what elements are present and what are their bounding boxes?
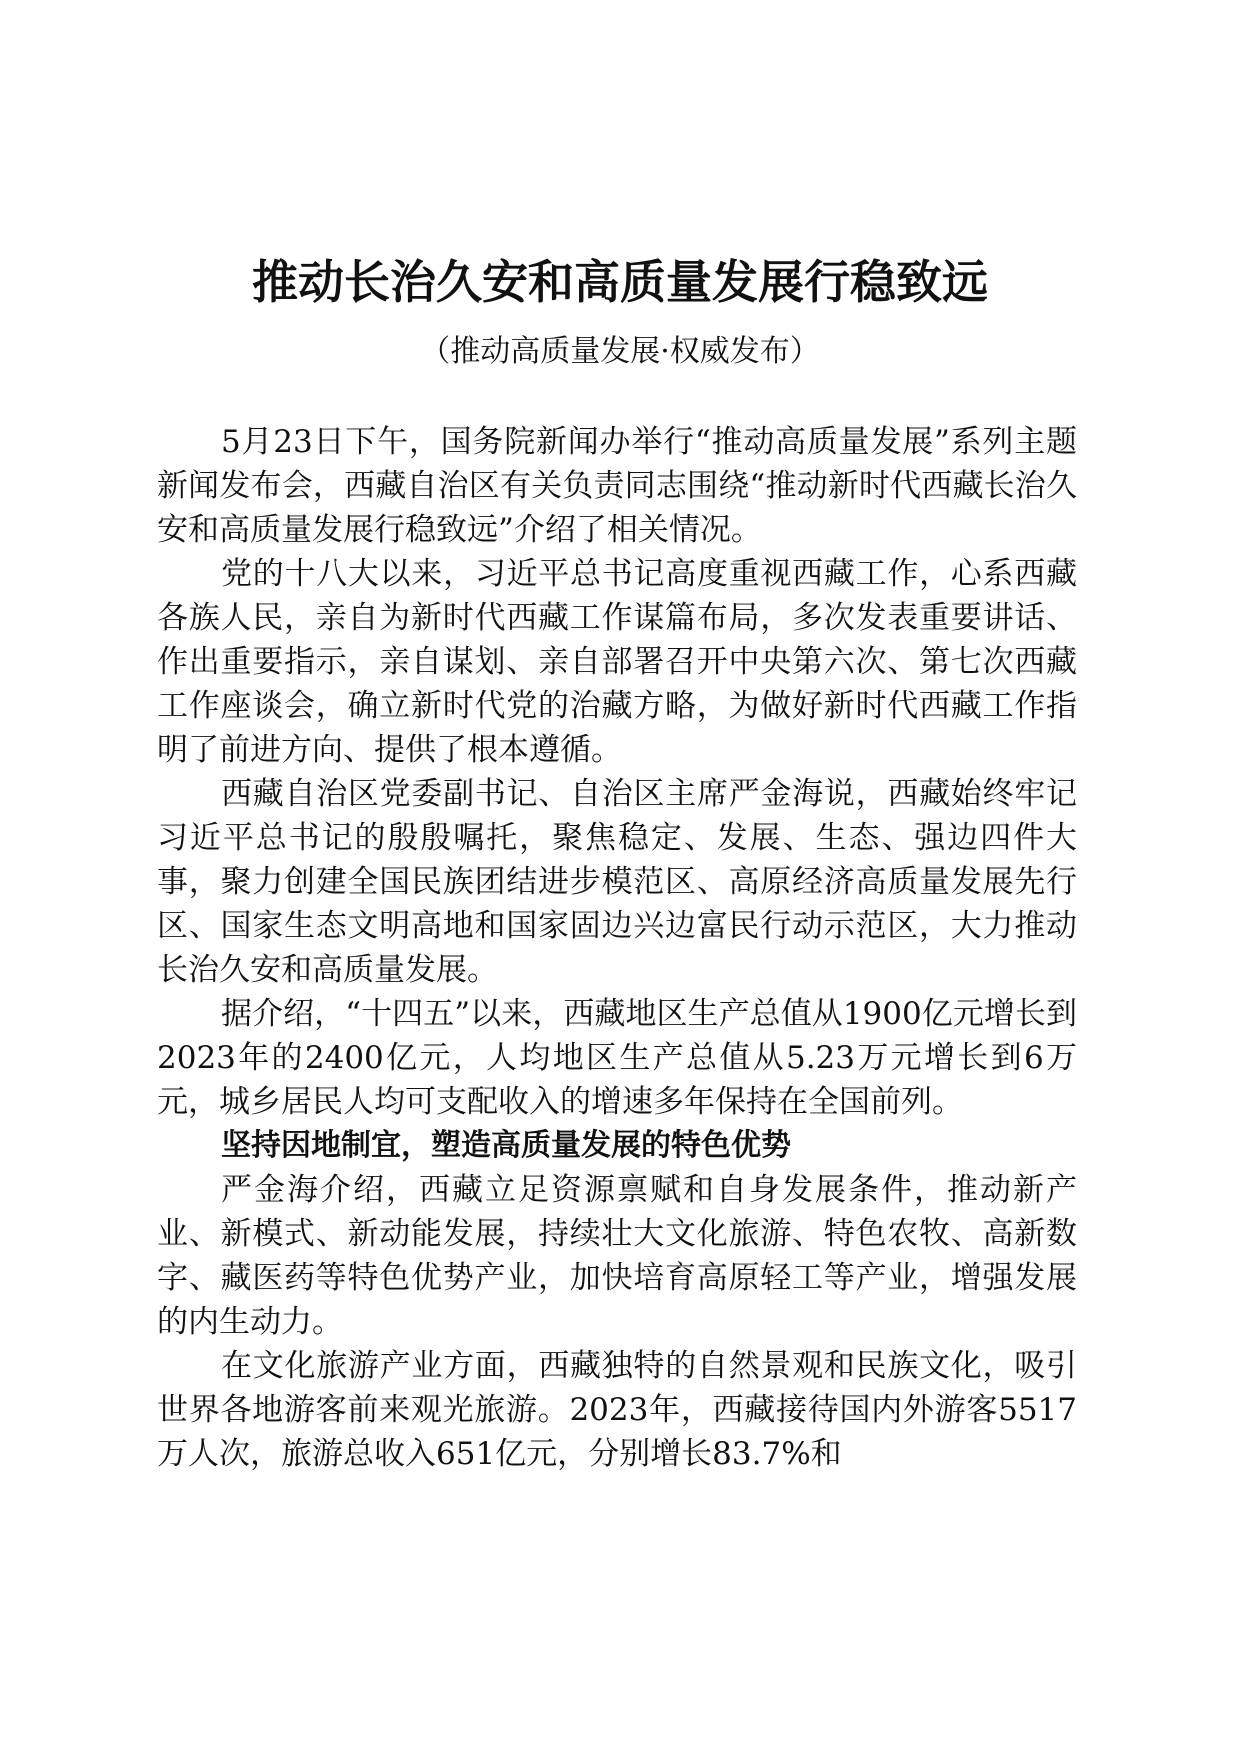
paragraph: 据介绍，“十四五”以来，西藏地区生产总值从1900亿元增长到2023年的2400亿元，人均地区生产总值从5.23万元增长到6万元，城乡居民人均可支配收入的增速多年保持在全国前列。 bbox=[157, 996, 1077, 1120]
paragraph: 西藏自治区党委副书记、自治区主席严金海说，西藏始终牢记习近平总书记的殷殷嘱托，聚焦稳定、发展、生态、强边四件大事，聚力创建全国民族团结进步模范区、高原经济高质量发展先行区、国家生态文明高地和国家固边兴边富民行动示范区，大力推动长治久安和高质量发展。 bbox=[157, 776, 1077, 988]
article-subtitle: （推动高质量发展·权威发布） bbox=[420, 334, 820, 369]
article-title: 推动长治久安和高质量发展行稳致远 bbox=[252, 255, 988, 309]
article-body bbox=[157, 420, 1077, 1476]
paragraph: 党的十八大以来，习近平总书记高度重视西藏工作，心系西藏各族人民，亲自为新时代西藏工作谋篇布局，多次发表重要讲话、作出重要指示，亲自谋划、亲自部署召开中央第六次、第七次西藏工作座谈会，确立新时代党的治藏方略，为做好新时代西藏工作指明了前进方向、提供了根本遵循。 bbox=[157, 556, 1077, 768]
paragraph: 在文化旅游产业方面，西藏独特的自然景观和民族文化，吸引世界各地游客前来观光旅游。2023年，西藏接待国内外游客5517万人次，旅游总收入651亿元，分别增长83.7%和 bbox=[157, 1348, 1077, 1472]
section-heading: 坚持因地制宜，塑造高质量发展的特色优势 bbox=[221, 1128, 791, 1163]
paragraph: 5月23日下午，国务院新闻办举行“推动高质量发展”系列主题新闻发布会，西藏自治区有关负责同志围绕“推动新时代西藏长治久安和高质量发展行稳致远”介绍了相关情况。 bbox=[157, 424, 1077, 548]
paragraph: 严金海介绍，西藏立足资源禀赋和自身发展条件，推动新产业、新模式、新动能发展，持续壮大文化旅游、特色农牧、高新数字、藏医药等特色优势产业，加快培育高原轻工等产业，增强发展的内生动力。 bbox=[157, 1172, 1077, 1340]
